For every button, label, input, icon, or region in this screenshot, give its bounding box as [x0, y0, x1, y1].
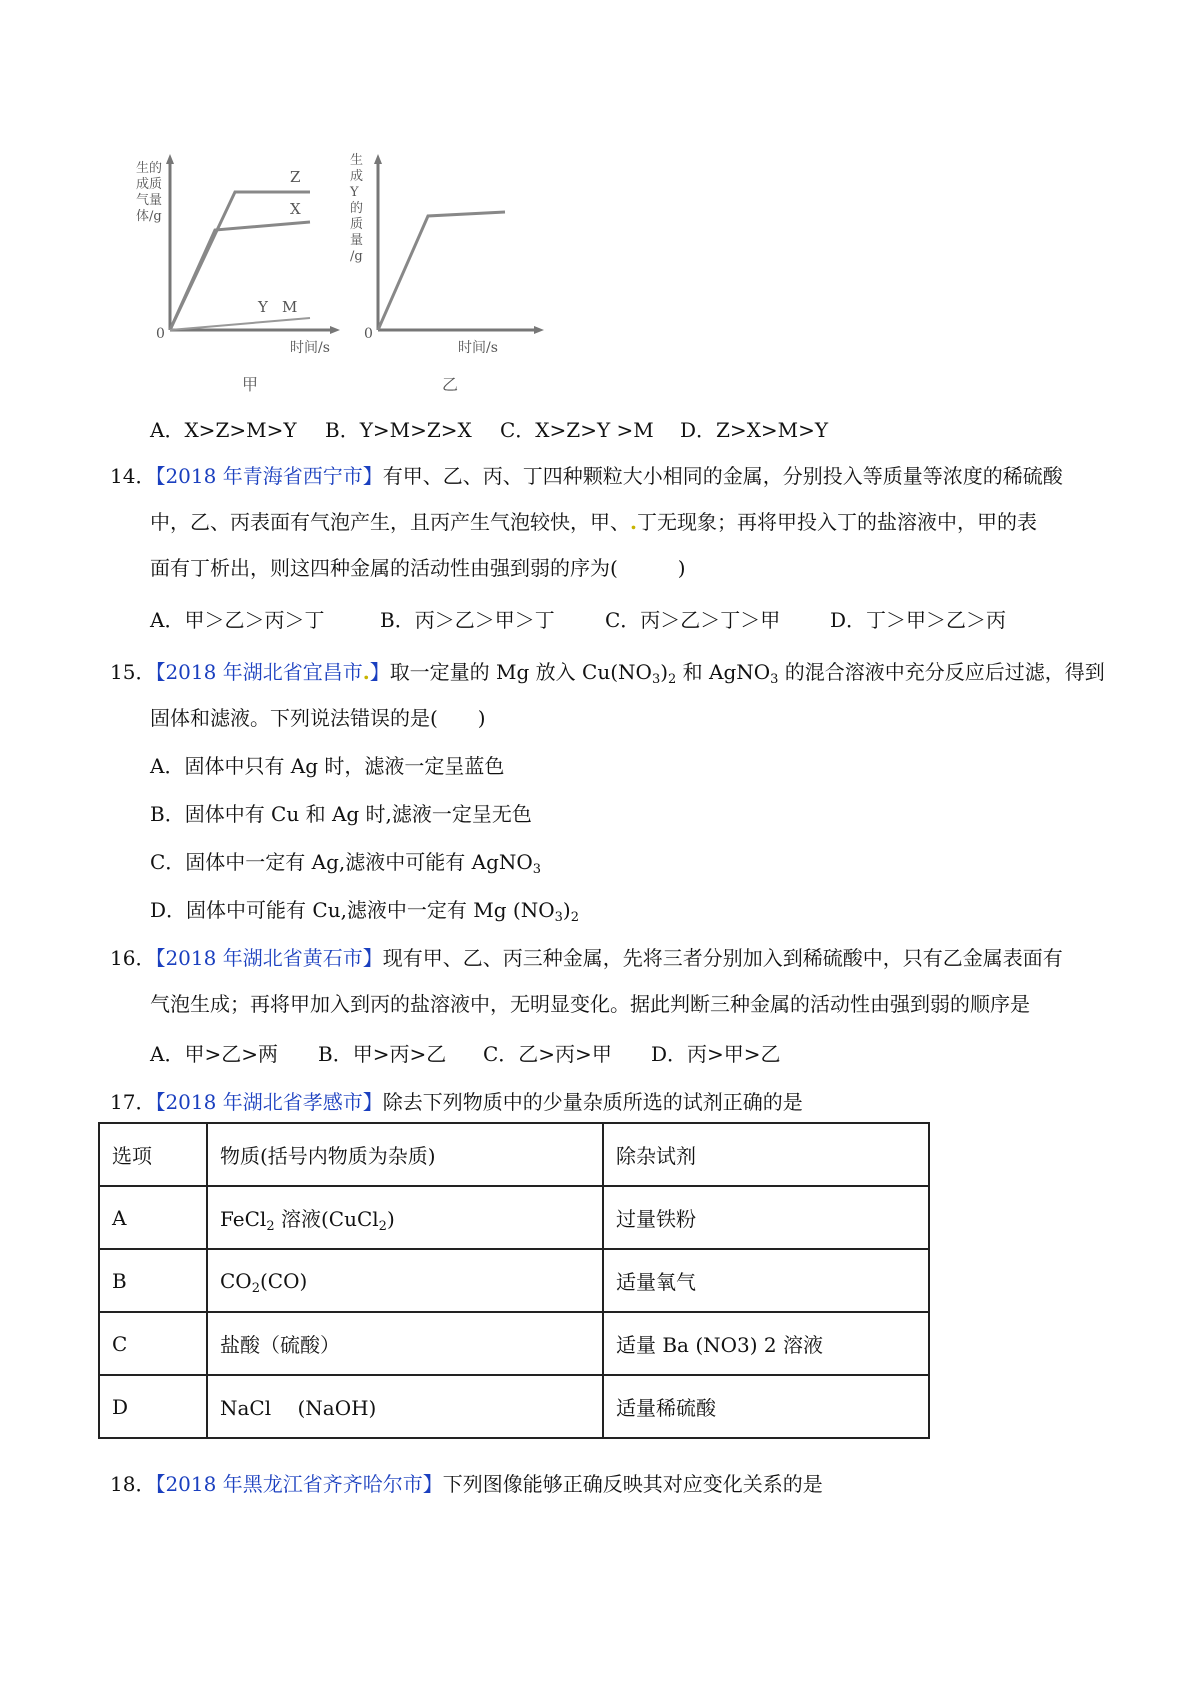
q16-source: 【2018 年湖北省黄石市】 [155, 946, 383, 970]
table-cell-substance [207, 1186, 603, 1249]
q14-line-3: 面有丁析出，则这四种金属的活动性由强到弱的序为( ) [150, 556, 686, 580]
q14-option-d: D．丁＞甲＞乙＞丙 [830, 608, 1007, 632]
chart-b-ylabel-6: 量 [350, 233, 364, 248]
table-cell-reagent: 适量稀硫酸 [603, 1375, 929, 1438]
q17-table [98, 1122, 930, 1439]
q14-text-2a: 中，乙、丙表面有气泡产生，且丙产生气泡较快，甲、 [150, 510, 630, 534]
table-cell-reagent: 适量氧气 [603, 1249, 929, 1312]
q15-source: 【2018 年湖北省宜昌市 [155, 660, 363, 684]
q18-number: 18． [110, 1472, 156, 1496]
q16-line-2: 气泡生成；再将甲加入到丙的盐溶液中，无明显变化。据此判断三种金属的活动性由强到弱的顺序是 [150, 992, 1030, 1016]
q14-line-1 [110, 462, 1063, 490]
formula-sub: 2 [266, 1219, 275, 1234]
table-row [99, 1312, 929, 1375]
table-header-cell: 选项 [99, 1123, 207, 1186]
q16-option-c: C．乙>丙>甲 [483, 1042, 612, 1066]
formula-part: CO [220, 1268, 252, 1293]
chart-a [136, 154, 340, 394]
table-cell-option: D [99, 1375, 207, 1438]
chart-a-y-arrow [166, 154, 174, 164]
chart-a-label-y: Y [258, 298, 268, 316]
table-header-cell: 除杂试剂 [603, 1123, 929, 1186]
q18-text-1: 下列图像能够正确反映其对应变化关系的是 [442, 1472, 823, 1496]
q17-source: 【2018 年湖北省孝感市】 [155, 1090, 383, 1114]
formula-sub: 2 [251, 1280, 260, 1296]
chart-a-label-m: M [282, 298, 298, 316]
chart-b-xlabel: 时间/s [458, 340, 498, 356]
q14-number: 14． [110, 464, 156, 488]
q14-options [150, 606, 1006, 634]
q15-option-d-sub-1: 3 [554, 910, 563, 925]
chart-b [349, 152, 544, 394]
q13-figure-svg [130, 150, 560, 400]
q15-text-1d: 的混合溶液中充分反应后过滤，得到 [778, 660, 1105, 684]
q15-option-b: B．固体中有 Cu 和 Ag 时,滤液一定呈无色 [150, 802, 532, 826]
q13-figure [130, 150, 560, 400]
table-header-row [99, 1123, 929, 1186]
chart-a-xlabel: 时间/s [290, 340, 330, 356]
q13-option-b: B．Y>M>Z>X [325, 418, 472, 442]
q18-source: 【2018 年黑龙江省齐齐哈尔市】 [155, 1472, 443, 1496]
q17-number: 17． [110, 1090, 156, 1114]
table-header-cell: 物质(括号内物质为杂质) [207, 1123, 603, 1186]
q16-option-a: A．甲>乙>两 [150, 1042, 278, 1066]
q14-text-1: 有甲、乙、丙、丁四种颗粒大小相同的金属，分别投入等质量等浓度的稀硫酸 [382, 464, 1063, 488]
chart-b-ylabel-1: 生 [350, 153, 364, 168]
q16-text-1: 现有甲、乙、丙三种金属，先将三者分别加入到稀硫酸中，只有乙金属表面有 [382, 946, 1063, 970]
chart-a-origin: 0 [156, 326, 165, 342]
q14-option-b: B．丙＞乙＞甲＞丁 [380, 608, 555, 632]
q15-option-c-text: C．固体中一定有 Ag,滤液中可能有 AgNO [150, 850, 533, 874]
table-cell-substance: 盐酸（硫酸） [207, 1312, 603, 1375]
q16-option-b: B．甲>丙>乙 [318, 1042, 447, 1066]
q16-option-d: D．丙>甲>乙 [651, 1042, 781, 1066]
chart-b-ylabel-5: 质 [350, 217, 364, 232]
q15-sub-2: 2 [668, 672, 677, 687]
q17-line-1 [110, 1088, 803, 1116]
q16-number: 16． [110, 946, 156, 970]
chart-b-curve [378, 212, 505, 330]
table-cell-option: C [99, 1312, 207, 1375]
chart-b-x-arrow [534, 326, 544, 334]
q15-source-end: 】 [369, 660, 390, 684]
chart-a-label-x: X [290, 200, 301, 218]
q16-line-1 [110, 944, 1063, 972]
q15-text-1c: 和 AgNO [676, 660, 771, 684]
q15-option-a: A．固体中只有 Ag 时，滤液一定呈蓝色 [150, 754, 505, 778]
table-row [99, 1375, 929, 1438]
q14-source: 【2018 年青海省西宁市】 [155, 464, 383, 488]
q17-text-1: 除去下列物质中的少量杂质所选的试剂正确的是 [382, 1090, 803, 1114]
chart-a-ylabel-3: 气量 [136, 193, 163, 208]
q13-option-d: D．Z>X>M>Y [680, 418, 829, 442]
q15-text-1a: 取一定量的 Mg 放入 Cu(NO [389, 660, 652, 684]
q14-option-c: C．丙＞乙＞丁＞甲 [605, 608, 781, 632]
q13-option-c: C．X>Z>Y >M [500, 418, 654, 442]
chart-b-ylabel-7: /g [350, 249, 363, 264]
chart-a-x-arrow [330, 326, 340, 334]
chart-a-curve-ym [170, 318, 310, 330]
table-row [99, 1249, 929, 1312]
formula-part: 溶液(CuCl [274, 1207, 379, 1231]
table-cell-substance: NaCl (NaOH) [207, 1375, 603, 1438]
q13-option-a: A．X>Z>M>Y [150, 418, 297, 442]
q15-line-1 [110, 658, 1105, 686]
q15-sub-1: 3 [651, 672, 661, 687]
table-cell-reagent: 适量 Ba (NO3) 2 溶液 [603, 1312, 929, 1375]
q14-text-2b: 丁无现象；再将甲投入丁的盐溶液中，甲的表 [636, 510, 1037, 534]
chart-b-ylabel-3: Y [350, 185, 359, 200]
q15-option-c-sub: 3 [532, 862, 542, 877]
q15-text-1b: ) [660, 660, 669, 684]
q15-option-d-sub-2: 2 [570, 910, 580, 925]
chart-a-ylabel-4: 体/g [136, 209, 162, 224]
q15-number: 15． [110, 660, 156, 684]
q18-line-1 [110, 1470, 823, 1498]
chart-b-ylabel-4: 的 [350, 201, 364, 216]
q15-line-2: 固体和滤液。下列说法错误的是( ) [150, 706, 486, 730]
table-cell-option: A [99, 1186, 207, 1249]
q15-option-d-text-1: D．固体中可能有 Cu,滤液中一定有 Mg (NO [150, 898, 555, 922]
chart-b-caption: 乙 [442, 375, 459, 394]
chart-b-origin: 0 [364, 326, 373, 342]
chart-b-y-arrow [374, 154, 382, 164]
q13-options [150, 416, 828, 444]
artifact-dot: . [630, 510, 637, 534]
chart-a-ylabel-2: 成质 [136, 177, 163, 192]
formula-part: (CO) [259, 1268, 308, 1293]
formula-part: FeCl [220, 1207, 267, 1231]
q15-option-d-text-2: ) [562, 898, 571, 922]
chart-a-ylabel-1: 生的 [136, 161, 163, 176]
table-cell-substance [207, 1249, 603, 1312]
chart-a-caption: 甲 [242, 375, 259, 394]
chart-b-ylabel-2: 成 [350, 169, 364, 184]
q14-option-a: A．甲＞乙＞丙＞丁 [150, 608, 325, 632]
chart-a-label-z: Z [290, 168, 301, 186]
formula-part: ) [386, 1207, 395, 1231]
q14-line-2 [150, 508, 1037, 536]
q16-options [150, 1040, 781, 1068]
table-cell-option: B [99, 1249, 207, 1312]
formula-sub: 2 [378, 1219, 387, 1234]
q15-sub-3: 3 [770, 672, 779, 687]
table-row [99, 1186, 929, 1249]
q15-option-d [150, 896, 579, 924]
q15-option-c [150, 848, 541, 876]
artifact-dot: . [362, 660, 370, 684]
table-cell-reagent: 过量铁粉 [603, 1186, 929, 1249]
